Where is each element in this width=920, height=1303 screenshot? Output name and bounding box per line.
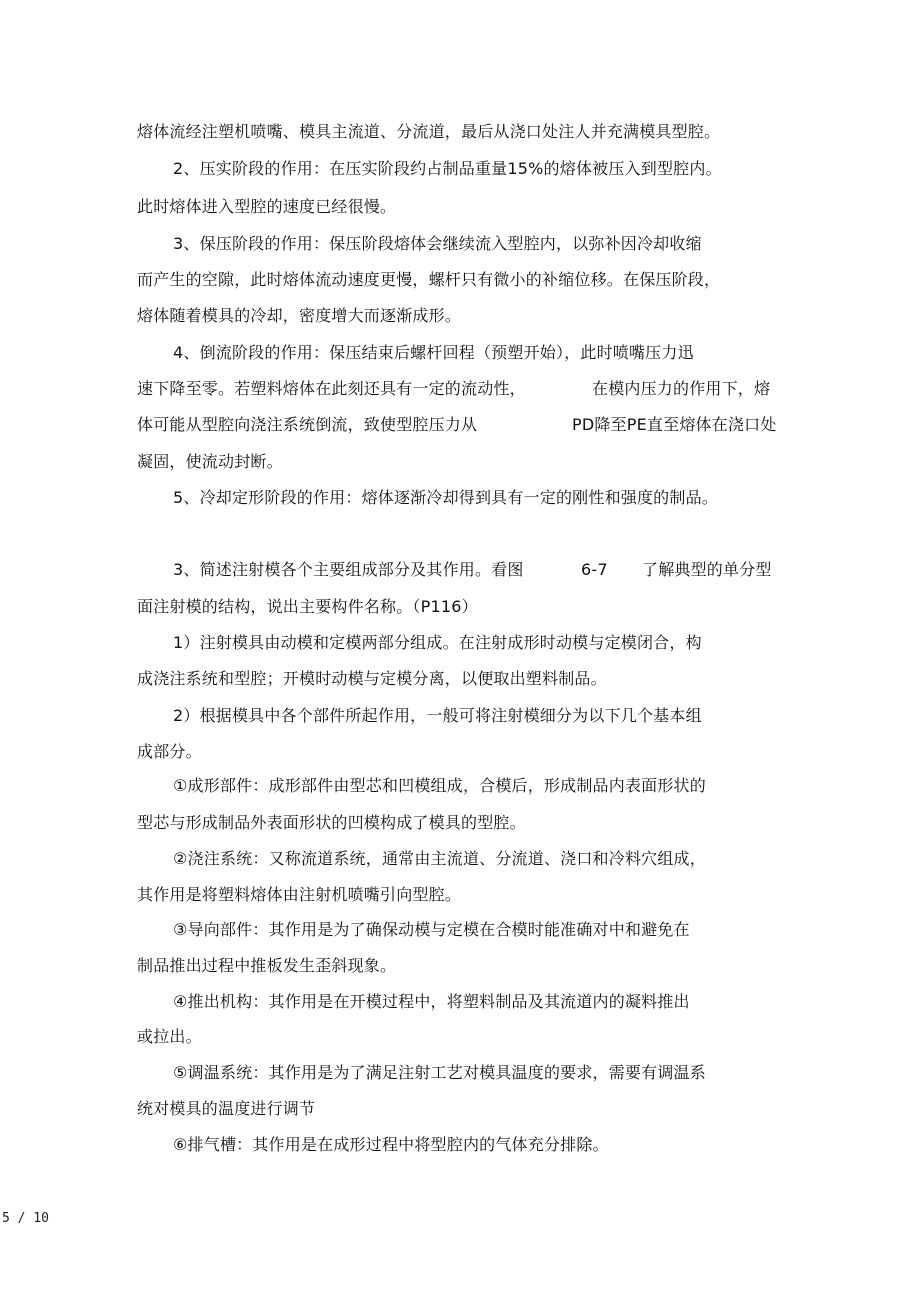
page-number: 5 / 10 bbox=[2, 1211, 49, 1226]
text-line: PD降至PE直至熔体在浇口处 bbox=[572, 415, 777, 434]
text-line: 了解典型的单分型 bbox=[642, 560, 772, 579]
text-line: ④推出机构：其作用是在开模过程中，将塑料制品及其流道内的凝料推出 bbox=[173, 992, 690, 1011]
text-line: 成浇注系统和型腔；开模时动模与定模分离，以便取出塑料制品。 bbox=[137, 669, 607, 688]
text-line: 体可能从型腔向浇注系统倒流，致使型腔压力从 bbox=[137, 415, 478, 434]
text-line: ③导向部件：其作用是为了确保动模与定模在合模时能准确对中和避免在 bbox=[173, 920, 690, 939]
text-line: 面注射模的结构，说出主要构件名称。（P116） bbox=[137, 597, 478, 616]
text-line: 1）注射模具由动模和定模两部分组成。在注射成形时动模与定模闭合，构 bbox=[173, 633, 702, 652]
text-line: 2、压实阶段的作用：在压实阶段约占制品重量15%的熔体被压入到型腔内。 bbox=[173, 159, 722, 178]
text-line: 型芯与形成制品外表面形状的凹模构成了模具的型腔。 bbox=[137, 813, 526, 832]
text-line: ②浇注系统：又称流道系统，通常由主流道、分流道、浇口和冷料穴组成， bbox=[173, 849, 706, 868]
text-line: 4、倒流阶段的作用：保压结束后螺杆回程（预塑开始），此时喷嘴压力迅 bbox=[173, 343, 694, 362]
text-line: 统对模具的温度进行调节 bbox=[137, 1099, 316, 1118]
text-line: 或拉出。 bbox=[137, 1027, 202, 1046]
text-line: 速下降至零。若塑料熔体在此刻还具有一定的流动性， bbox=[137, 379, 526, 398]
text-line: ⑤调温系统：其作用是为了满足注射工艺对模具温度的要求，需要有调温系 bbox=[173, 1063, 706, 1082]
text-line: 5、冷却定形阶段的作用：熔体逐渐冷却得到具有一定的刚性和强度的制品。 bbox=[173, 488, 718, 507]
text-line: 3、保压阶段的作用：保压阶段熔体会继续流入型腔内，以弥补因冷却收缩 bbox=[173, 234, 702, 253]
text-line: 2）根据模具中各个部件所起作用，一般可将注射模细分为以下几个基本组 bbox=[173, 706, 702, 725]
text-line: ①成形部件：成形部件由型芯和凹模组成，合模后，形成制品内表面形状的 bbox=[173, 776, 706, 795]
text-line: 其作用是将塑料熔体由注射机喷嘴引向型腔。 bbox=[137, 885, 462, 904]
text-line: 3、简述注射模各个主要组成部分及其作用。看图 bbox=[173, 560, 524, 579]
text-line: 熔体随着模具的冷却，密度增大而逐渐成形。 bbox=[137, 306, 462, 325]
text-line: 熔体流经注塑机喷嘴、模具主流道、分流道，最后从浇口处注人并充满模具型腔。 bbox=[137, 122, 721, 141]
text-line: 6-7 bbox=[581, 560, 608, 579]
text-line: 此时熔体进入型腔的速度已经很慢。 bbox=[137, 197, 397, 216]
text-line: 在模内压力的作用下，熔 bbox=[592, 379, 771, 398]
text-line: 而产生的空隙，此时熔体流动速度更慢，螺杆只有微小的补缩位移。在保压阶段， bbox=[137, 270, 721, 289]
text-line: 凝固，使流动封断。 bbox=[137, 452, 283, 471]
text-line: 成部分。 bbox=[137, 742, 202, 761]
text-line: 制品推出过程中推板发生歪斜现象。 bbox=[137, 956, 397, 975]
text-line: ⑥排气槽：其作用是在成形过程中将型腔内的气体充分排除。 bbox=[173, 1135, 609, 1154]
